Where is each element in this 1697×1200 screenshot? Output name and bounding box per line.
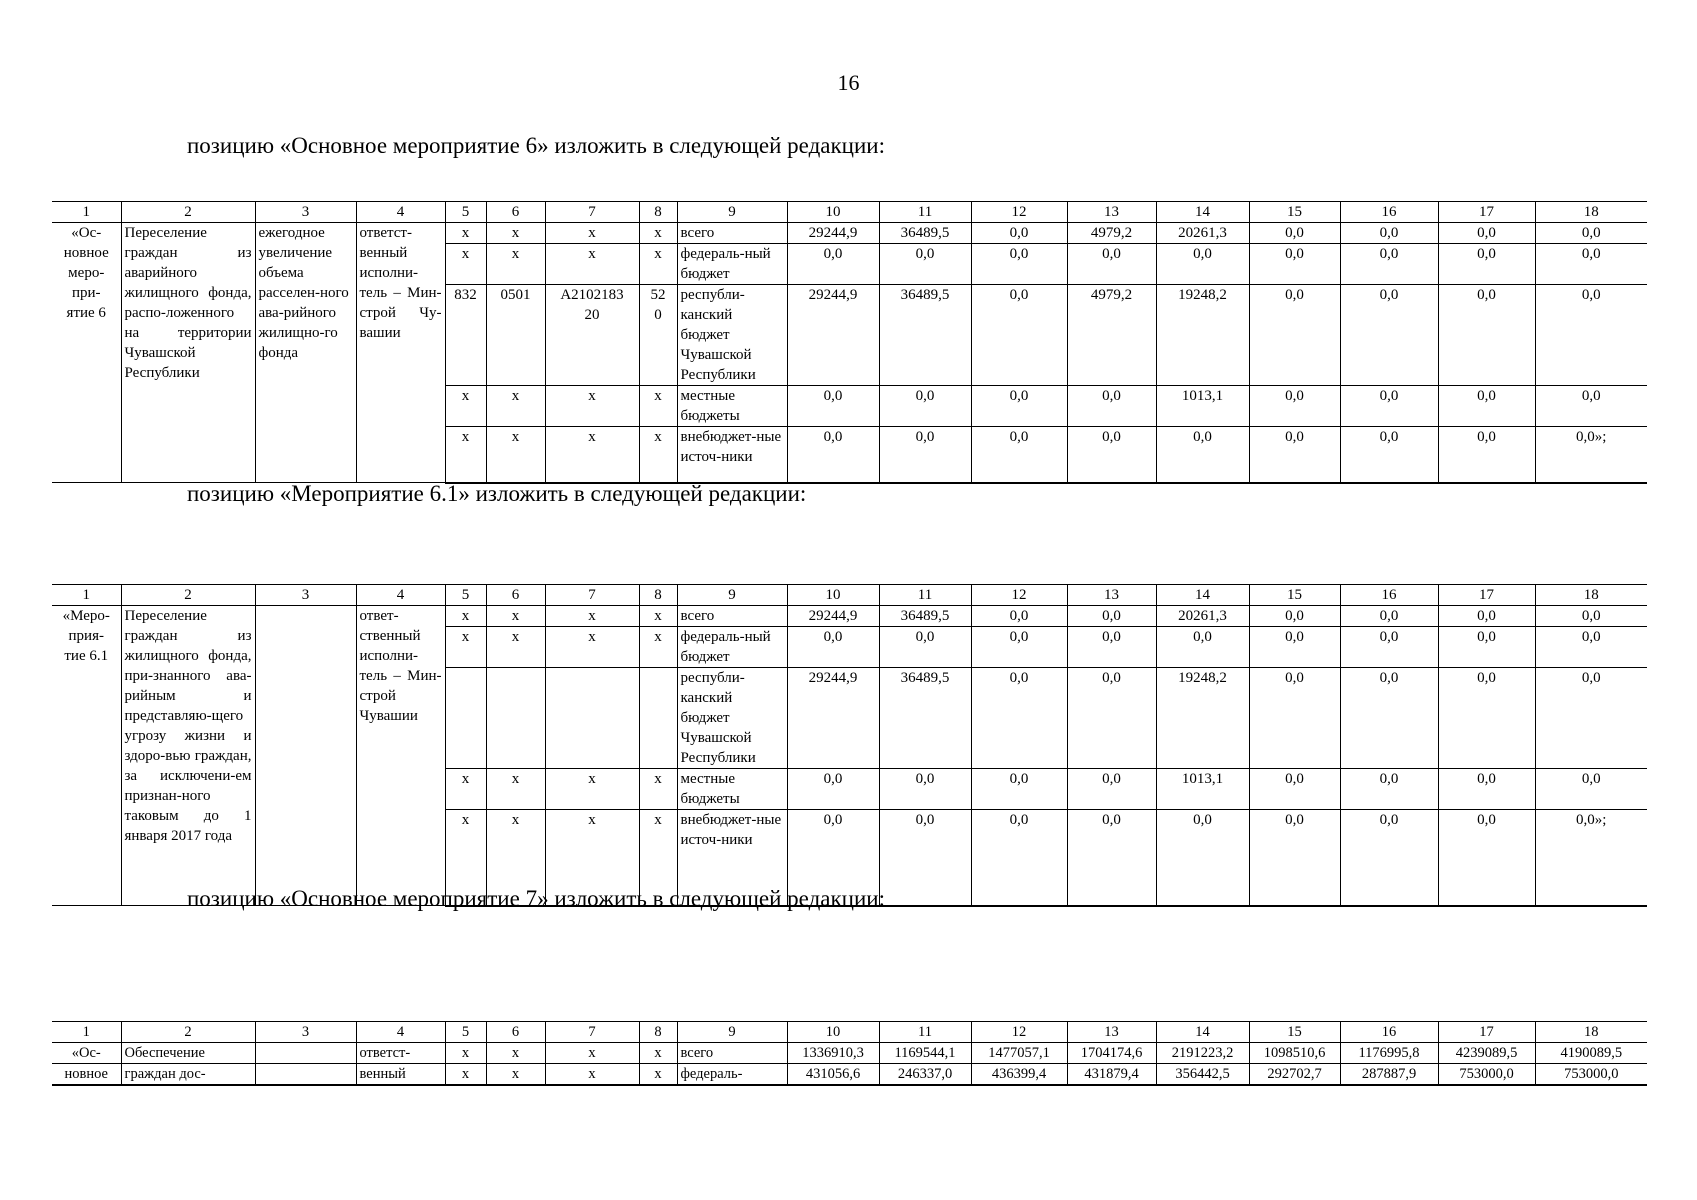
column-number: 2 xyxy=(121,202,255,223)
kbk-target-cell: x xyxy=(545,386,639,427)
amount-cell: 0,0 xyxy=(787,627,879,668)
funding-source-cell: внебюджет-ные источ-ники xyxy=(677,810,787,906)
amount-cell: 0,0»; xyxy=(1535,427,1647,483)
table-row xyxy=(52,606,1647,627)
kbk-type-cell: x xyxy=(639,427,677,483)
amount-cell: 0,0 xyxy=(1067,606,1156,627)
column-number: 13 xyxy=(1067,585,1156,606)
kbk-section-cell: x xyxy=(486,606,545,627)
kbk-admin-cell: 832 xyxy=(445,285,486,386)
kbk-section-cell: x xyxy=(486,769,545,810)
amount-cell: 0,0 xyxy=(1340,606,1438,627)
amount-cell: 1704174,6 xyxy=(1067,1043,1156,1064)
event-name-cell: граждан дос- xyxy=(121,1064,255,1086)
column-number: 15 xyxy=(1249,202,1340,223)
amount-cell: 0,0 xyxy=(1249,810,1340,906)
kbk-target-cell: x xyxy=(545,769,639,810)
amount-cell: 0,0 xyxy=(971,427,1067,483)
kbk-target-cell: x xyxy=(545,223,639,244)
column-number: 16 xyxy=(1340,1022,1438,1043)
column-number: 13 xyxy=(1067,1022,1156,1043)
kbk-target-cell: А2102183 20 xyxy=(545,285,639,386)
amount-cell: 0,0 xyxy=(1438,386,1535,427)
funding-source-cell: федераль-ный бюджет xyxy=(677,244,787,285)
column-number: 2 xyxy=(121,1022,255,1043)
amount-cell: 4979,2 xyxy=(1067,285,1156,386)
amount-cell: 1098510,6 xyxy=(1249,1043,1340,1064)
amount-cell: 1176995,8 xyxy=(1340,1043,1438,1064)
kbk-type-cell: x xyxy=(639,810,677,906)
column-number: 12 xyxy=(971,585,1067,606)
amount-cell: 0,0 xyxy=(1438,627,1535,668)
amount-cell: 0,0 xyxy=(879,810,971,906)
amount-cell: 287887,9 xyxy=(1340,1064,1438,1086)
kbk-admin-cell: x xyxy=(445,627,486,668)
column-number: 5 xyxy=(445,202,486,223)
funding-source-cell: федераль- xyxy=(677,1064,787,1086)
amount-cell: 0,0 xyxy=(1340,769,1438,810)
amount-cell: 292702,7 xyxy=(1249,1064,1340,1086)
amount-cell: 431879,4 xyxy=(1067,1064,1156,1086)
column-number: 8 xyxy=(639,585,677,606)
amount-cell: 0,0 xyxy=(971,285,1067,386)
column-number: 14 xyxy=(1156,202,1249,223)
amount-cell: 0,0 xyxy=(1249,668,1340,769)
column-number: 9 xyxy=(677,585,787,606)
amount-cell: 0,0 xyxy=(971,386,1067,427)
funding-source-cell: внебюджет-ные источ-ники xyxy=(677,427,787,483)
amount-cell: 0,0 xyxy=(1340,427,1438,483)
kbk-admin-cell: x xyxy=(445,1064,486,1086)
column-number: 17 xyxy=(1438,1022,1535,1043)
amount-cell: 36489,5 xyxy=(879,606,971,627)
executor-cell: ответст- xyxy=(356,1043,445,1064)
kbk-admin-cell: x xyxy=(445,427,486,483)
header-row xyxy=(52,202,1647,223)
column-number: 11 xyxy=(879,202,971,223)
kbk-type-cell: 52 0 xyxy=(639,285,677,386)
amount-cell: 0,0 xyxy=(787,427,879,483)
amount-cell: 0,0 xyxy=(1340,386,1438,427)
event-name-cell: Переселение граждан из жилищного фонда, при-знанного ава-рийным и представляю-щего угрозу жизни и здоро-вью граждан, за исключени-ем признан-ного таковым до 1 января 2017 года xyxy=(121,606,255,906)
column-number: 15 xyxy=(1249,1022,1340,1043)
amount-cell: 0,0 xyxy=(1156,810,1249,906)
amount-cell: 753000,0 xyxy=(1535,1064,1647,1086)
column-number: 4 xyxy=(356,585,445,606)
amount-cell: 0,0 xyxy=(1340,285,1438,386)
column-number: 9 xyxy=(677,202,787,223)
column-number: 9 xyxy=(677,1022,787,1043)
amount-cell: 0,0 xyxy=(1535,627,1647,668)
budget-table-main-event-6 xyxy=(52,201,1647,484)
header-row xyxy=(52,585,1647,606)
amount-cell: 1336910,3 xyxy=(787,1043,879,1064)
amount-cell: 1477057,1 xyxy=(971,1043,1067,1064)
amount-cell: 0,0 xyxy=(1067,668,1156,769)
amount-cell: 0,0 xyxy=(787,386,879,427)
amount-cell: 0,0 xyxy=(971,606,1067,627)
amount-cell: 0,0 xyxy=(971,223,1067,244)
amount-cell: 0,0 xyxy=(1438,427,1535,483)
amount-cell: 19248,2 xyxy=(1156,285,1249,386)
event-name-cell: Обеспечение xyxy=(121,1043,255,1064)
amount-cell: 2191223,2 xyxy=(1156,1043,1249,1064)
column-number: 3 xyxy=(255,202,356,223)
funding-source-cell: всего xyxy=(677,606,787,627)
amount-cell: 29244,9 xyxy=(787,668,879,769)
executor-cell: венный xyxy=(356,1064,445,1086)
amount-cell: 0,0 xyxy=(1067,769,1156,810)
executor-cell: ответ-ственный исполни-тель – Мин-строй Чувашии xyxy=(356,606,445,906)
kbk-target-cell xyxy=(545,668,639,769)
kbk-admin-cell: x xyxy=(445,606,486,627)
funding-source-cell: всего xyxy=(677,1043,787,1064)
column-number: 5 xyxy=(445,1022,486,1043)
column-number: 5 xyxy=(445,585,486,606)
amount-cell: 0,0 xyxy=(1340,244,1438,285)
kbk-section-cell: x xyxy=(486,810,545,906)
kbk-type-cell: x xyxy=(639,606,677,627)
amount-cell: 0,0 xyxy=(879,244,971,285)
column-number: 4 xyxy=(356,202,445,223)
amount-cell: 36489,5 xyxy=(879,668,971,769)
amount-cell: 0,0 xyxy=(787,810,879,906)
amount-cell: 29244,9 xyxy=(787,223,879,244)
kbk-type-cell: x xyxy=(639,769,677,810)
amount-cell: 356442,5 xyxy=(1156,1064,1249,1086)
kbk-type-cell xyxy=(639,668,677,769)
table-row xyxy=(52,1043,1647,1064)
amount-cell: 431056,6 xyxy=(787,1064,879,1086)
kbk-admin-cell: x xyxy=(445,223,486,244)
kbk-target-cell: x xyxy=(545,627,639,668)
column-number: 6 xyxy=(486,1022,545,1043)
amount-cell: 0,0 xyxy=(1438,285,1535,386)
amount-cell: 0,0 xyxy=(971,769,1067,810)
section-heading: позицию «Основное мероприятие 7» изложить в следующей редакции: xyxy=(187,886,885,911)
amount-cell: 0,0 xyxy=(1535,606,1647,627)
kbk-type-cell: x xyxy=(639,627,677,668)
indicator-cell xyxy=(255,1043,356,1064)
event-name-cell: Переселение граждан из аварийного жилищного фонда, распо-ложенного на территории Чувашской Республики xyxy=(121,223,255,483)
column-number: 14 xyxy=(1156,1022,1249,1043)
kbk-section-cell: x xyxy=(486,244,545,285)
amount-cell: 0,0 xyxy=(1438,223,1535,244)
kbk-section-cell: x xyxy=(486,223,545,244)
kbk-target-cell: x xyxy=(545,1043,639,1064)
kbk-type-cell: x xyxy=(639,244,677,285)
amount-cell: 29244,9 xyxy=(787,285,879,386)
amount-cell: 753000,0 xyxy=(1438,1064,1535,1086)
amount-cell: 36489,5 xyxy=(879,223,971,244)
column-number: 11 xyxy=(879,1022,971,1043)
column-number: 18 xyxy=(1535,585,1647,606)
column-number: 17 xyxy=(1438,585,1535,606)
amount-cell: 19248,2 xyxy=(1156,668,1249,769)
page-number: 16 xyxy=(837,70,860,95)
amount-cell: 0,0 xyxy=(1438,668,1535,769)
kbk-section-cell xyxy=(486,668,545,769)
amount-cell: 0,0 xyxy=(1535,244,1647,285)
amount-cell: 0,0 xyxy=(1156,244,1249,285)
kbk-admin-cell: x xyxy=(445,386,486,427)
event-status-cell: «Ос- xyxy=(52,1043,121,1064)
amount-cell: 0,0 xyxy=(1438,606,1535,627)
column-number: 16 xyxy=(1340,585,1438,606)
amount-cell: 4979,2 xyxy=(1067,223,1156,244)
amount-cell: 0,0 xyxy=(971,244,1067,285)
kbk-section-cell: x xyxy=(486,627,545,668)
section-heading: позицию «Основное мероприятие 6» изложить в следующей редакции: xyxy=(187,133,885,158)
amount-cell: 0,0 xyxy=(1340,223,1438,244)
amount-cell: 4239089,5 xyxy=(1438,1043,1535,1064)
column-number: 4 xyxy=(356,1022,445,1043)
header-row xyxy=(52,1022,1647,1043)
amount-cell: 0,0 xyxy=(1249,223,1340,244)
amount-cell: 20261,3 xyxy=(1156,606,1249,627)
amount-cell: 0,0 xyxy=(1340,668,1438,769)
column-number: 10 xyxy=(787,202,879,223)
amount-cell: 0,0 xyxy=(1535,769,1647,810)
amount-cell: 0,0»; xyxy=(1535,810,1647,906)
amount-cell: 20261,3 xyxy=(1156,223,1249,244)
amount-cell: 29244,9 xyxy=(787,606,879,627)
amount-cell: 0,0 xyxy=(1249,285,1340,386)
kbk-admin-cell: x xyxy=(445,1043,486,1064)
amount-cell: 0,0 xyxy=(971,810,1067,906)
column-number: 7 xyxy=(545,202,639,223)
amount-cell: 0,0 xyxy=(1067,627,1156,668)
budget-table-main-event-7 xyxy=(52,1021,1647,1086)
column-number: 6 xyxy=(486,585,545,606)
kbk-type-cell: x xyxy=(639,223,677,244)
amount-cell: 4190089,5 xyxy=(1535,1043,1647,1064)
kbk-admin-cell: x xyxy=(445,810,486,906)
budget-table-event-6-1 xyxy=(52,584,1647,907)
column-number: 17 xyxy=(1438,202,1535,223)
column-number: 12 xyxy=(971,202,1067,223)
amount-cell: 0,0 xyxy=(787,769,879,810)
column-number: 1 xyxy=(52,585,121,606)
amount-cell: 0,0 xyxy=(879,427,971,483)
table-row xyxy=(52,223,1647,244)
column-number: 11 xyxy=(879,585,971,606)
amount-cell: 246337,0 xyxy=(879,1064,971,1086)
kbk-type-cell: x xyxy=(639,1064,677,1086)
column-number: 8 xyxy=(639,1022,677,1043)
amount-cell: 0,0 xyxy=(879,386,971,427)
column-number: 10 xyxy=(787,1022,879,1043)
amount-cell: 0,0 xyxy=(1438,769,1535,810)
event-status-cell: «Ос- новное меро- при- ятие 6 xyxy=(52,223,121,483)
column-number: 1 xyxy=(52,1022,121,1043)
column-number: 2 xyxy=(121,585,255,606)
kbk-type-cell: x xyxy=(639,386,677,427)
amount-cell: 0,0 xyxy=(1156,427,1249,483)
amount-cell: 0,0 xyxy=(787,244,879,285)
event-status-cell: «Меро- прия- тие 6.1 xyxy=(52,606,121,906)
funding-source-cell: местные бюджеты xyxy=(677,769,787,810)
indicator-cell xyxy=(255,1064,356,1086)
amount-cell: 0,0 xyxy=(1249,427,1340,483)
column-number: 12 xyxy=(971,1022,1067,1043)
kbk-section-cell: x xyxy=(486,386,545,427)
amount-cell: 0,0 xyxy=(1340,627,1438,668)
column-number: 15 xyxy=(1249,585,1340,606)
amount-cell: 0,0 xyxy=(1249,769,1340,810)
amount-cell: 0,0 xyxy=(1535,285,1647,386)
amount-cell: 0,0 xyxy=(1249,606,1340,627)
column-number: 16 xyxy=(1340,202,1438,223)
kbk-target-cell: x xyxy=(545,1064,639,1086)
kbk-section-cell: x xyxy=(486,1064,545,1086)
column-number: 18 xyxy=(1535,202,1647,223)
funding-source-cell: федераль-ный бюджет xyxy=(677,627,787,668)
column-number: 1 xyxy=(52,202,121,223)
table-row xyxy=(52,1064,1647,1086)
funding-source-cell: республи-канский бюджет Чувашской Республики xyxy=(677,285,787,386)
kbk-admin-cell: x xyxy=(445,769,486,810)
column-number: 3 xyxy=(255,1022,356,1043)
amount-cell: 0,0 xyxy=(971,627,1067,668)
column-number: 13 xyxy=(1067,202,1156,223)
column-number: 14 xyxy=(1156,585,1249,606)
amount-cell: 0,0 xyxy=(1535,386,1647,427)
kbk-admin-cell: x xyxy=(445,244,486,285)
executor-cell: ответст-венный исполни-тель – Мин-строй Чу-вашии xyxy=(356,223,445,483)
amount-cell: 0,0 xyxy=(1438,244,1535,285)
funding-source-cell: всего xyxy=(677,223,787,244)
amount-cell: 1013,1 xyxy=(1156,769,1249,810)
kbk-section-cell: x xyxy=(486,1043,545,1064)
amount-cell: 0,0 xyxy=(1249,244,1340,285)
amount-cell: 0,0 xyxy=(1067,810,1156,906)
funding-source-cell: местные бюджеты xyxy=(677,386,787,427)
kbk-target-cell: x xyxy=(545,427,639,483)
amount-cell: 0,0 xyxy=(1067,427,1156,483)
column-number: 7 xyxy=(545,585,639,606)
section-heading: позицию «Мероприятие 6.1» изложить в следующей редакции: xyxy=(187,481,807,506)
column-number: 18 xyxy=(1535,1022,1647,1043)
kbk-type-cell: x xyxy=(639,1043,677,1064)
column-number: 8 xyxy=(639,202,677,223)
kbk-section-cell: 0501 xyxy=(486,285,545,386)
kbk-target-cell: x xyxy=(545,810,639,906)
kbk-admin-cell xyxy=(445,668,486,769)
column-number: 3 xyxy=(255,585,356,606)
column-number: 6 xyxy=(486,202,545,223)
amount-cell: 0,0 xyxy=(1156,627,1249,668)
kbk-target-cell: x xyxy=(545,606,639,627)
amount-cell: 0,0 xyxy=(1438,810,1535,906)
column-number: 10 xyxy=(787,585,879,606)
indicator-cell: ежегодное увеличение объема расселен-ного ава-рийного жилищно-го фонда xyxy=(255,223,356,483)
indicator-cell xyxy=(255,606,356,906)
amount-cell: 0,0 xyxy=(1340,810,1438,906)
amount-cell: 1169544,1 xyxy=(879,1043,971,1064)
column-number: 7 xyxy=(545,1022,639,1043)
amount-cell: 0,0 xyxy=(1249,627,1340,668)
funding-source-cell: республи-канский бюджет Чувашской Республики xyxy=(677,668,787,769)
kbk-target-cell: x xyxy=(545,244,639,285)
amount-cell: 0,0 xyxy=(1535,668,1647,769)
amount-cell: 0,0 xyxy=(1067,386,1156,427)
amount-cell: 0,0 xyxy=(971,668,1067,769)
amount-cell: 1013,1 xyxy=(1156,386,1249,427)
event-status-cell: новное xyxy=(52,1064,121,1086)
amount-cell: 36489,5 xyxy=(879,285,971,386)
kbk-section-cell: x xyxy=(486,427,545,483)
amount-cell: 0,0 xyxy=(1249,386,1340,427)
amount-cell: 436399,4 xyxy=(971,1064,1067,1086)
amount-cell: 0,0 xyxy=(1535,223,1647,244)
amount-cell: 0,0 xyxy=(879,769,971,810)
amount-cell: 0,0 xyxy=(1067,244,1156,285)
amount-cell: 0,0 xyxy=(879,627,971,668)
